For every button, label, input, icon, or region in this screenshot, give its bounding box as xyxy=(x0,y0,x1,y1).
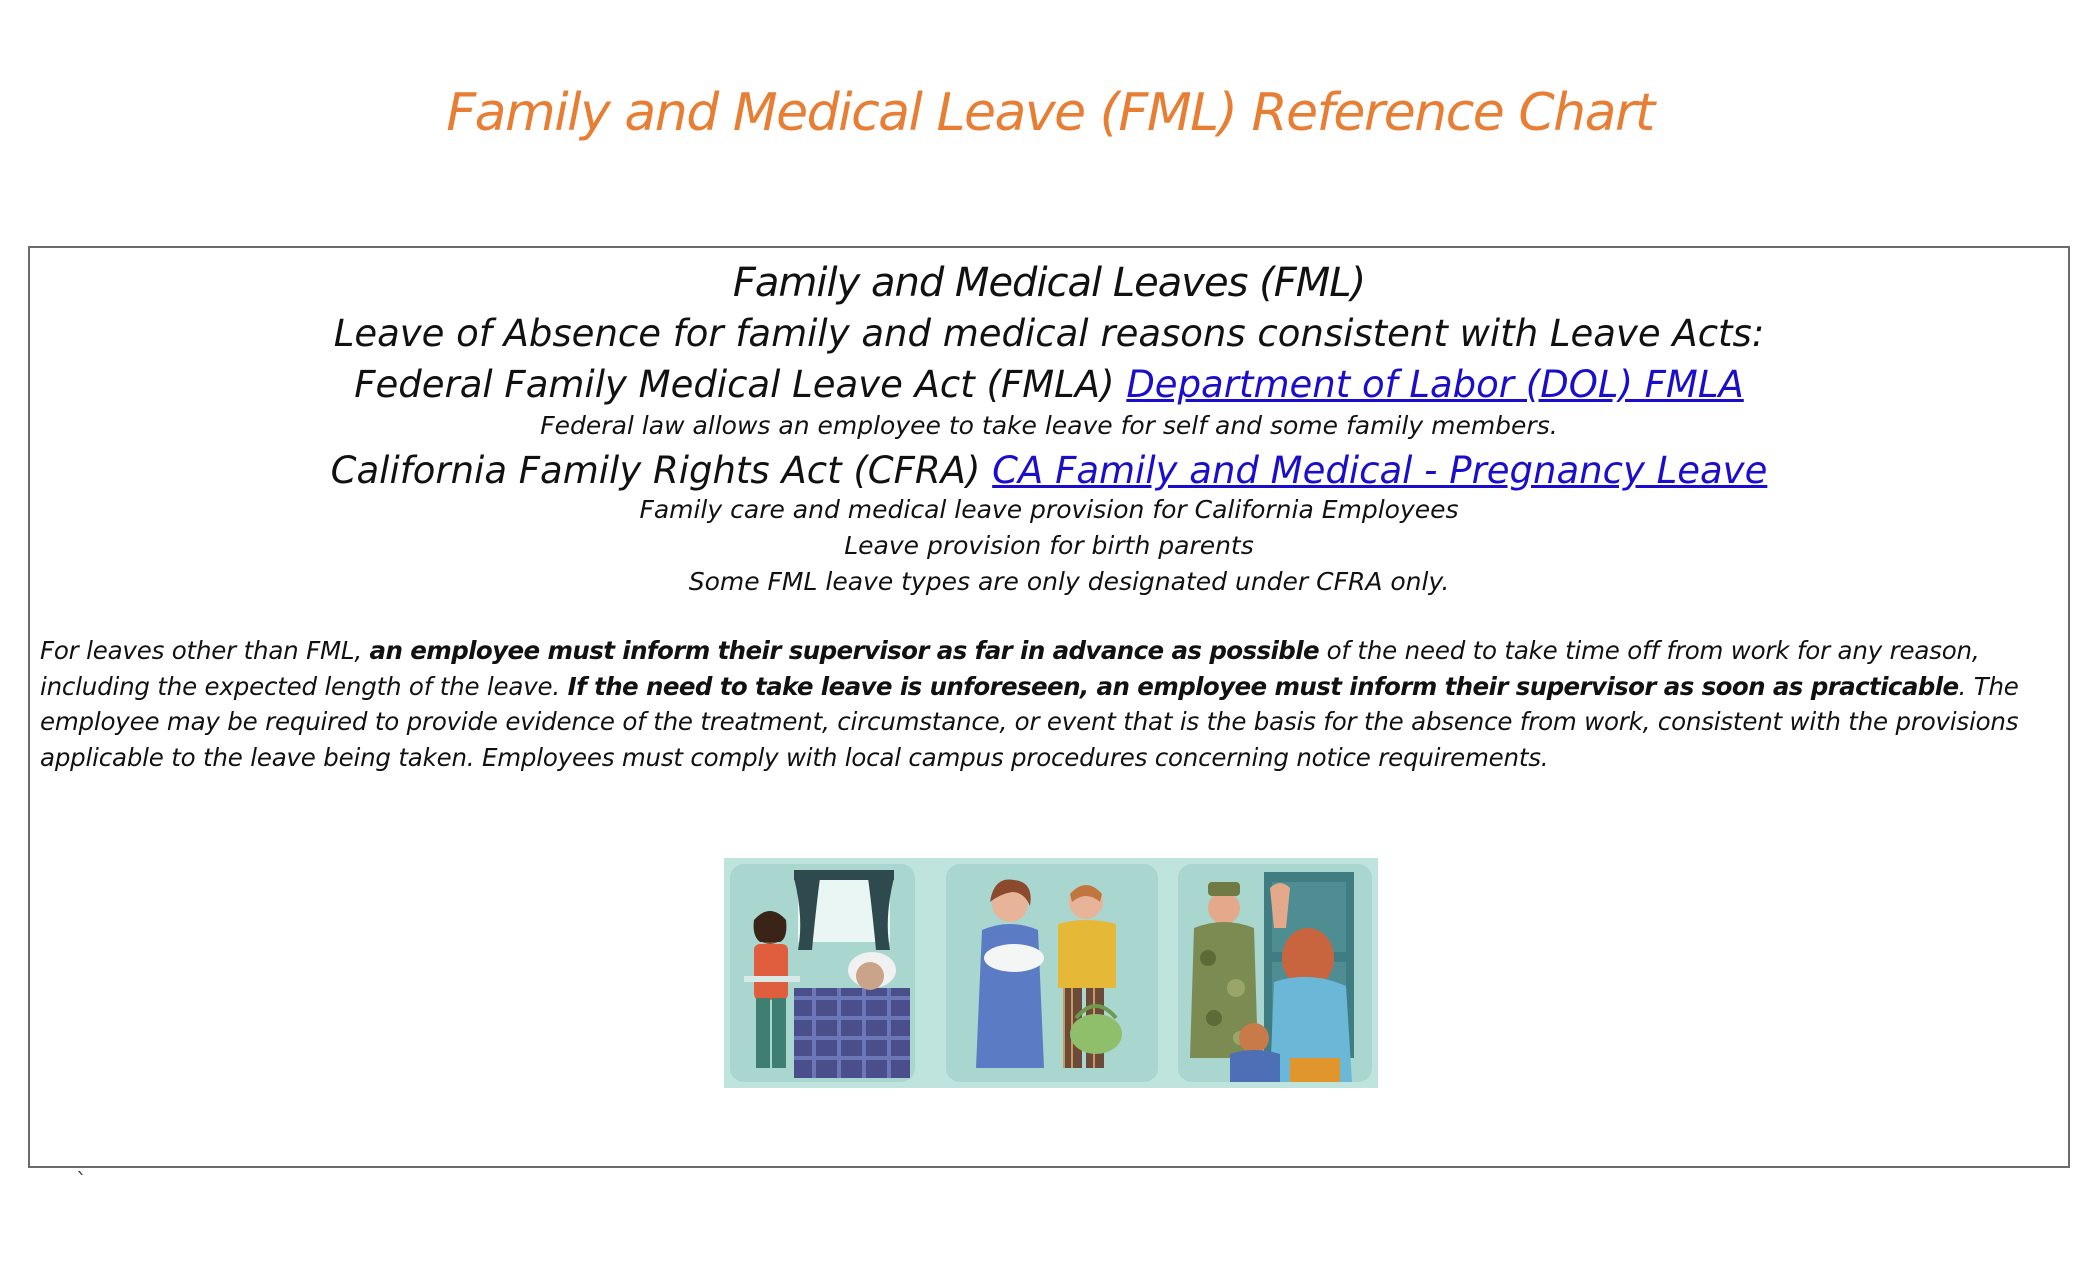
fml-info-box xyxy=(28,246,2070,1168)
notice-part-2: of the need to take time off from work for any reason, including the expected length of the leave. xyxy=(40,636,1980,701)
notice-bold-1: an employee must inform their supervisor as far in advance as possible xyxy=(369,636,1320,665)
new-parents-panel xyxy=(946,864,1158,1082)
military-reunion-panel xyxy=(1178,864,1372,1082)
cfra-line xyxy=(30,445,2068,497)
ca-pregnancy-leave-link[interactable]: CA Family and Medical - Pregnancy Leave xyxy=(992,449,1768,492)
fmla-label: Federal Family Medical Leave Act (FMLA) xyxy=(354,363,1115,406)
stray-mark: ` xyxy=(76,1170,87,1195)
leave-acts-subheading: Leave of Absence for family and medical reasons consistent with Leave Acts: xyxy=(333,312,1765,355)
cfra-note-1: Family care and medical leave provision for California Employees xyxy=(639,495,1459,524)
dol-fmla-link[interactable]: Department of Labor (DOL) FMLA xyxy=(1126,363,1744,406)
cfra-note-3: Some FML leave types are only designated under CFRA only. xyxy=(688,567,1450,596)
notice-bold-2: If the need to take leave is unforeseen, an employee must inform their supervisor as soon as practicable xyxy=(567,671,1959,701)
box-heading: Family and Medical Leaves (FML) xyxy=(732,260,1366,306)
fmla-line xyxy=(30,359,2068,411)
family-leave-illustration xyxy=(724,858,1378,1088)
caregiver-panel xyxy=(730,864,915,1082)
notice-part-1: For leaves other than FML, xyxy=(40,636,370,665)
notice-paragraph xyxy=(40,633,2050,775)
page-title: Family and Medical Leave (FML) Reference Chart xyxy=(446,83,1654,143)
fmla-note: Federal law allows an employee to take leave for self and some family members. xyxy=(540,411,1558,440)
cfra-label: California Family Rights Act (CFRA) xyxy=(330,449,981,492)
notice-part-3: . The employee may be required to provide evidence of the treatment, circumstance, or event that is the basis for the absence from work, consistent with the provisions applicable to the leave being taken. Employees must comply with local campus procedures concerning notice requirements. xyxy=(40,671,2019,772)
cfra-note-2: Leave provision for birth parents xyxy=(844,531,1254,560)
